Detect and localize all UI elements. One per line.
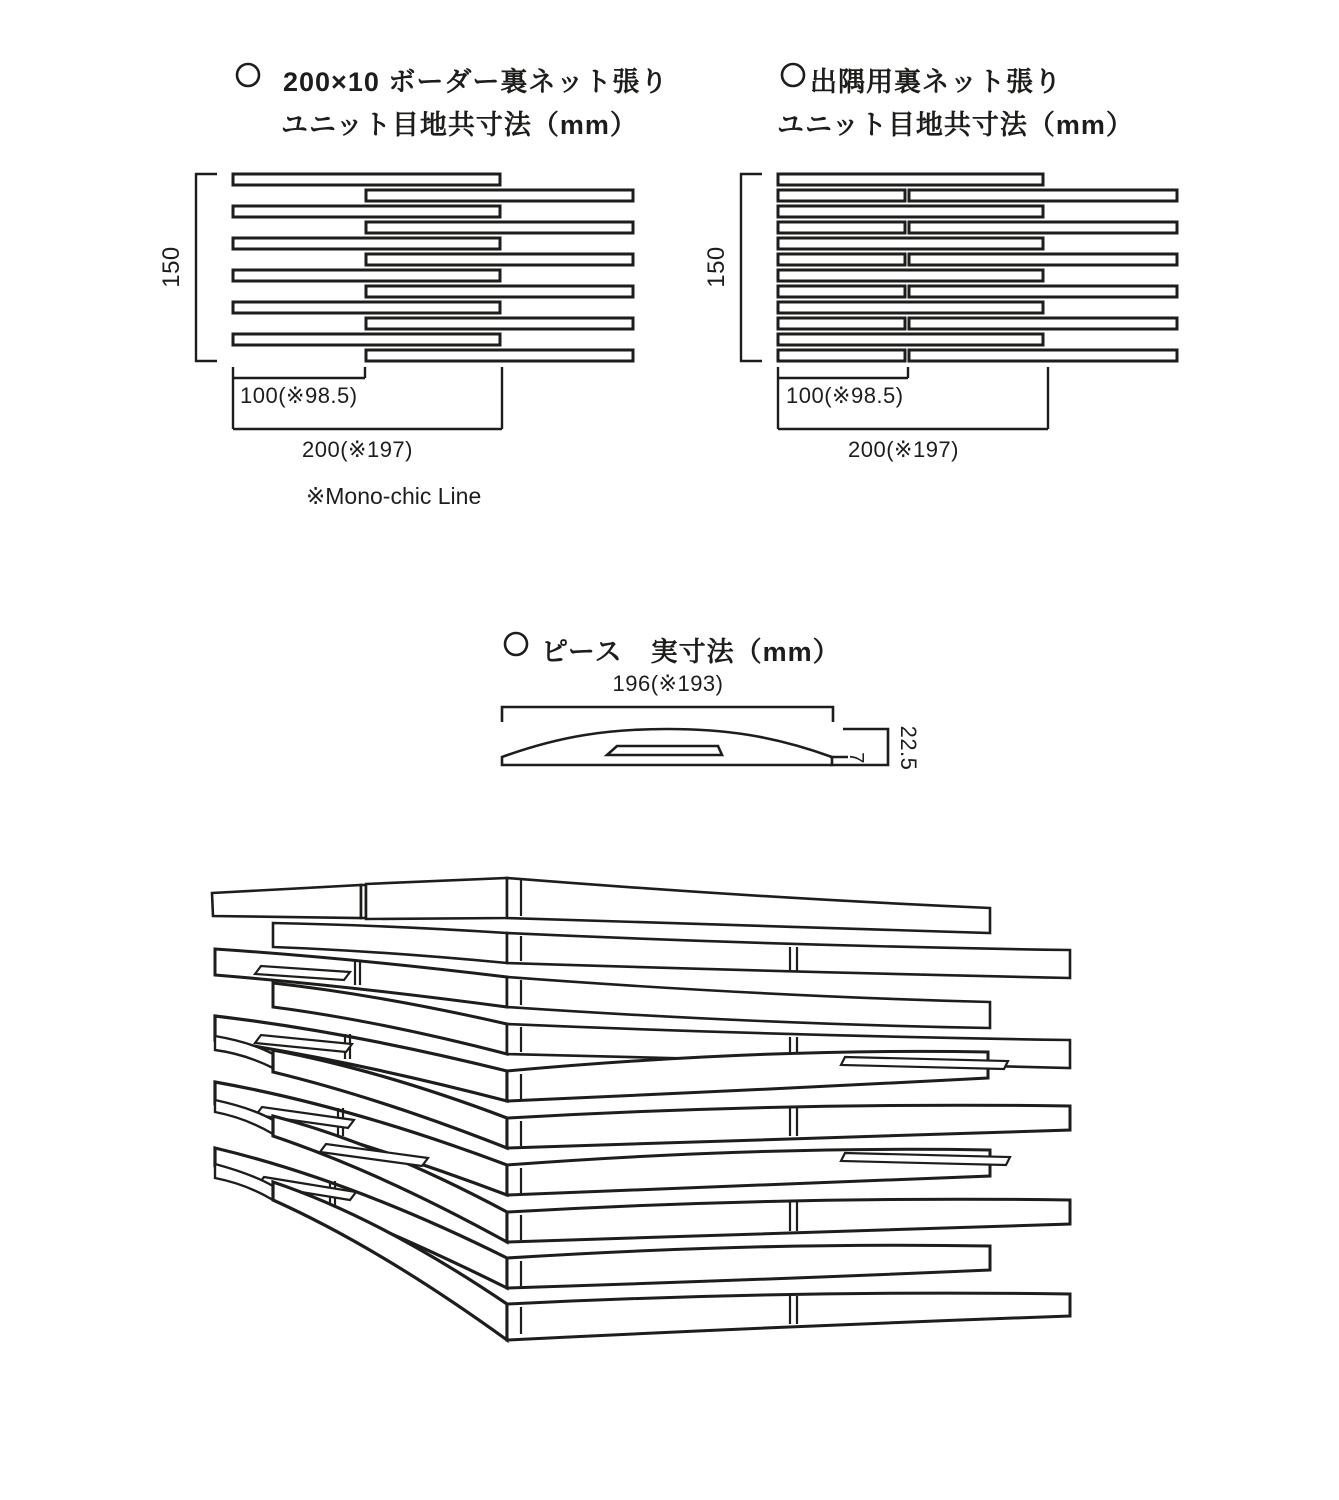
mono-chic-note: ※Mono-chic Line: [306, 483, 482, 509]
corner-unit-half-width-label: 100(※98.5): [786, 383, 904, 408]
border-unit-full-width-label: 200(※197): [302, 437, 413, 462]
piece-edge-height-label: 7: [845, 752, 868, 764]
bullet-circle-icon: [782, 64, 804, 86]
corner-stack-3d-drawing: [212, 878, 1070, 1340]
corner-unit-full-width-label: 200(※197): [848, 437, 959, 462]
corner-unit-title-line1: 出隅用裏ネット張り: [810, 67, 1062, 97]
piece-top-slot: [607, 746, 722, 755]
border-unit-diagram: [233, 174, 633, 361]
border-unit-title-line2: ユニット目地共寸法（mm）: [281, 110, 638, 140]
piece-total-height-label: 22.5: [896, 725, 921, 771]
piece-width-bracket: [502, 707, 833, 722]
border-unit-title-line1: 200×10 ボーダー裏ネット張り: [283, 67, 669, 97]
corner-unit-diagram: [778, 174, 1177, 361]
border-unit-height-label: 150: [158, 246, 185, 288]
border-unit-half-width-label: 100(※98.5): [240, 383, 358, 408]
corner-unit-height-label: 150: [703, 246, 730, 288]
piece-width-label: 196(※193): [612, 671, 724, 696]
bullet-circle-icon: [505, 633, 527, 655]
bullet-circle-icon: [237, 64, 259, 86]
corner-unit-title-line2: ユニット目地共寸法（mm）: [777, 110, 1134, 140]
piece-title: ピース 実寸法（mm）: [541, 637, 841, 667]
piece-diagram: [502, 707, 888, 765]
